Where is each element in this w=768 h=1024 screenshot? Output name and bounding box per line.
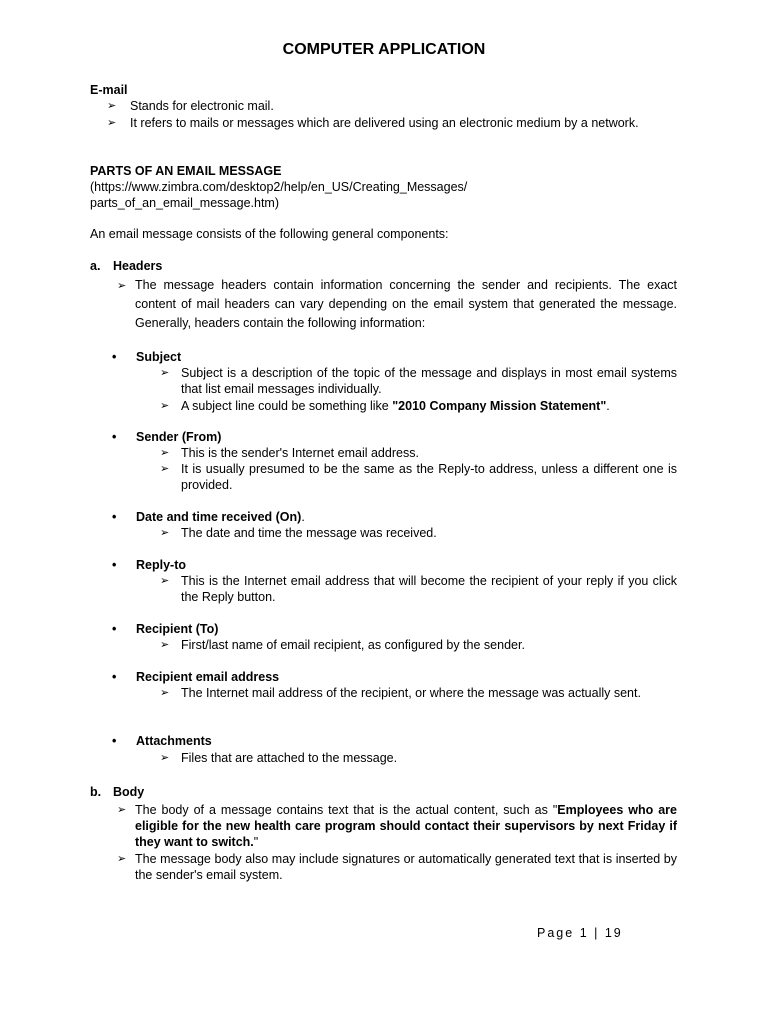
- arrow-bullet-icon: ➢: [117, 804, 127, 816]
- bullet-icon: •: [112, 430, 117, 444]
- document-page: COMPUTER APPLICATION E-mail ➢ Stands for electronic mail. ➢ It refers to mails or messages which are delivered using an electronic medium by a network. PARTS OF AN EMAIL MESSAGE (https://www.zimbra.com/desktop2/help/en_US/Creating_Messages/ parts_of_an_email_message.htm) An email message consists of the following general components: a. Headers ➢ The message headers contain information concerning the sender and recipients. The exact content of mail headers can vary depending on the email system that generated the message. Generally, headers contain the following information: • Subject ➢ Subject is a description of the topic of the message and displays in most email systems that list email messages individually. ➢ A subject line could be something like "2010 Company Mission Statement". • Sender (From) ➢ This is the sender's Internet email address. ➢ It is usually presumed to be the same as the Reply-to address, unless a different one is provided. • Date and time received (On). ➢ The date and time the message was received. • Reply-to ➢ This is the Internet email address that will become the recipient of your reply if you click the Reply button. • Recipient (To) ➢ First/last name of email recipient, as configured by the sender. • Recipient email address ➢ The Internet mail address of the recipient, or where the message was actually sent. • Attachments ➢ Files that are attached to the message. b. Body ➢ The body of a message contains text that is the actual content, such as "Employees who are eligible for the new health care program should contact their supervisors by next Friday if they want to switch." ➢ The message body also may include signatures or automatically generated text that is inserted by the sender's email system. Page 1 | 19: [0, 0, 768, 1024]
- bullet-icon: •: [112, 510, 117, 524]
- arrow-bullet-icon: ➢: [160, 639, 170, 651]
- bullet-icon: •: [112, 350, 117, 364]
- source-url-line-1: (https://www.zimbra.com/desktop2/help/en_US/Creating_Messages/: [90, 180, 468, 194]
- arrow-bullet-icon: ➢: [160, 447, 170, 459]
- bullet-icon: •: [112, 670, 117, 684]
- arrow-bullet-icon: ➢: [107, 100, 117, 112]
- arrow-bullet-icon: ➢: [117, 853, 127, 865]
- subject-example: "2010 Company Mission Statement": [392, 399, 607, 413]
- intro-text: An email message consists of the following general components:: [90, 227, 449, 241]
- page-title: COMPUTER APPLICATION: [282, 41, 486, 58]
- parts-heading: PARTS OF AN EMAIL MESSAGE: [90, 164, 282, 178]
- body-example: Employees who are eligible for the new health care program should contact their supervisors by next Friday if they want to switch.: [135, 803, 677, 849]
- arrow-bullet-icon: ➢: [160, 463, 170, 475]
- bullet-icon: •: [112, 734, 117, 748]
- arrow-bullet-icon: ➢: [160, 752, 170, 764]
- arrow-bullet-icon: ➢: [107, 117, 117, 129]
- arrow-bullet-icon: ➢: [160, 575, 170, 587]
- email-heading: E-mail: [90, 83, 128, 97]
- page-number-footer: Page 1 | 19: [537, 926, 623, 940]
- arrow-bullet-icon: ➢: [160, 687, 170, 699]
- arrow-bullet-icon: ➢: [117, 280, 127, 292]
- bullet-icon: •: [112, 558, 117, 572]
- bullet-icon: •: [112, 622, 117, 636]
- arrow-bullet-icon: ➢: [160, 367, 170, 379]
- source-url-line-2: parts_of_an_email_message.htm): [90, 196, 279, 210]
- arrow-bullet-icon: ➢: [160, 527, 170, 539]
- arrow-bullet-icon: ➢: [160, 400, 170, 412]
